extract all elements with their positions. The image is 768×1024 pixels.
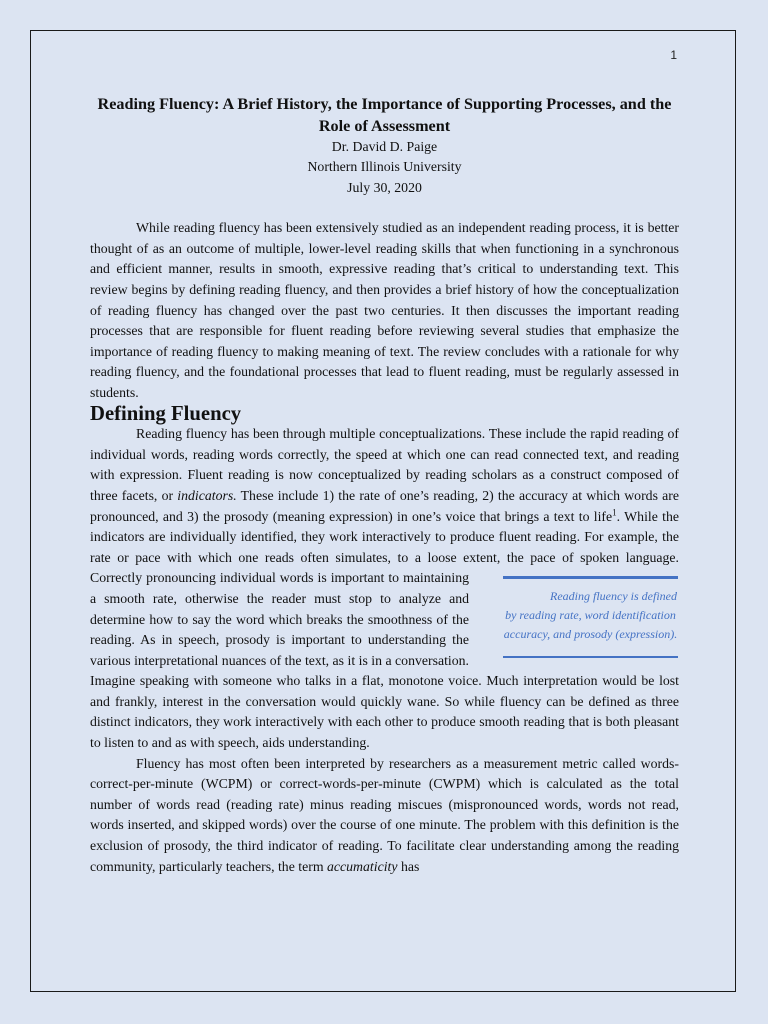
author-name: Dr. David D. Paige [331,139,438,154]
para2-emphasis: indicators. [177,487,237,503]
paragraph-wcpm [90,754,679,878]
institution-name: Northern Illinois University [307,159,462,175]
para3-text-1: Fluency has most often been interpreted by researchers as a measurement metric called words-correct-per-minute (WCPM) or correct-words-per-minute (CWPM) which is calculated as the total number of words read (reading rate) minus reading miscues (mispronounced words, words not read, words inserted, and skipped words) over the course of one minute. The problem with this definition is the exclusion of prosody, the third indicator of reading. To facilitate clear understanding among the reading community, particularly teachers, the term [90,755,679,874]
publication-date: July 30, 2020 [347,179,422,195]
para3-emphasis: accumaticity [327,858,398,874]
para3-text-2: has [397,858,420,874]
paragraph-defining-fluency [90,424,679,754]
pull-quote: Reading fluency is defined by reading rate, word identification accuracy, and prosody (expression). [503,576,678,658]
document-body [90,93,679,877]
para2-text-3-continued: Correctly pronouncing individual words is important to maintaining a smooth rate, otherwise the reader must stop to analyze and determine how to say the word which breaks the smoothness of the reading. As in speech, prosody is important to understanding the various interpretational nuances of the text, as it is in a conversation. Imagine speaking with someone who talks in a flat, monotone voice. Much interpretation would be lost and frankly, interest in the conversation would quickly wane. So while fluency can be defined as three distinct indicators, they work interactively with each other to produce smooth reading that is both pleasant to listen to and as with speech, aids understanding. [90,570,679,751]
document-title: Reading Fluency: A Brief History, the Importance of Supporting Processes, and the Role of Assessment [97,95,672,135]
footnote-marker[interactable]: 1 [612,506,617,517]
document-page [30,30,736,992]
para2-text-2: These include 1) the rate of one’s reading, 2) the accuracy at which words are pronounced, and 3) the prosody (meaning expression) in one’s voice that brings a text to life [90,487,679,524]
intro-paragraph: While reading fluency has been extensively studied as an independent reading process, it is better thought of as an outcome of multiple, lower-level reading skills that when functioning in a synchronous and efficient manner, results in smooth, expressive reading that’s critical to understanding text. This review begins by defining reading fluency, and then provides a brief history of how the conceptualization of reading fluency has changed over the past two centuries. It then discusses the important reading processes that are responsible for fluent reading before reviewing several studies that emphasize the importance of reading fluency to making meaning of text. The review concludes with a rationale for why reading fluency, and the foundational processes that lead to fluent reading, must be regularly assessed in students. [90,220,679,400]
page-number: 1 [670,48,677,62]
para2-text-3: . While the indicators are individually identified, they work interactively to produce fluent reading. For example, the rate or pace with which one reads often simulates, to a loose extent, the pace of spoken language. [90,508,679,565]
para2-text-1: Reading fluency has been through multiple conceptualizations. These include the rapid reading of individual words, reading words correctly, the speed at which one can read connected text, and reading with expression. Fluent reading is now conceptualized by reading scholars as a construct composed of three facets, or [90,426,679,503]
section-heading-text: Defining Fluency [90,402,242,425]
section-heading [90,404,679,425]
byline [90,137,679,198]
